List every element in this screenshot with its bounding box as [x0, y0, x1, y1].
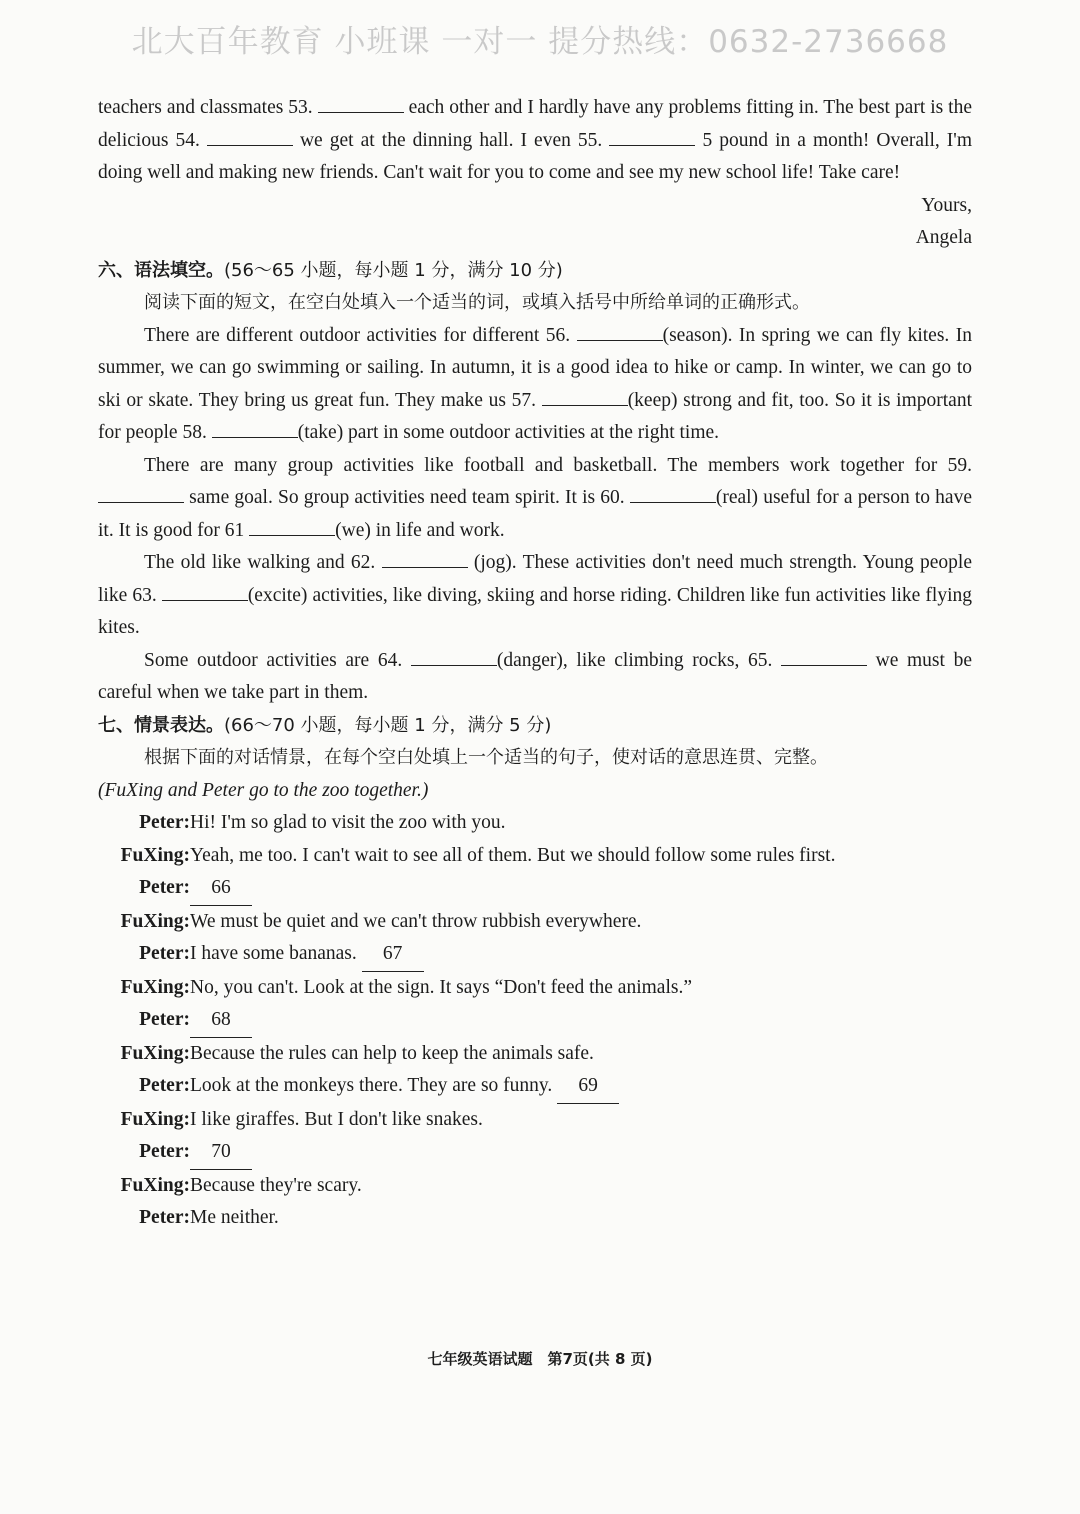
- watermark: 北大百年教育 小班课 一对一 提分热线：0632-2736668: [131, 24, 949, 60]
- page-footer: 七年级英语试题 第7页(共 8 页): [427, 1350, 653, 1368]
- blank-56: [577, 322, 663, 341]
- speaker: Peter:: [139, 1075, 190, 1096]
- dialogue-line: FuXing: Because they're scary.: [98, 1170, 972, 1203]
- speaker: Peter:: [139, 877, 190, 898]
- blank-70: 70: [190, 1136, 252, 1170]
- dialogue-line: [98, 872, 972, 906]
- dialogue: [98, 807, 972, 1235]
- blank-54: [207, 127, 293, 146]
- blank-55: [609, 127, 695, 146]
- dialogue-line: FuXing: Yeah, me too. I can't wait to see all of them. But we should follow some rules first.: [98, 840, 972, 873]
- dialogue-line: Peter: Hi! I'm so glad to visit the zoo with you.: [98, 807, 972, 840]
- dialogue-line: [98, 1004, 972, 1038]
- section-6-heading: 六、语法填空。(56～65 小题，每小题 1 分，满分 10 分): [98, 259, 563, 281]
- grammar-paragraph-3: The old like walking and 62. (jog). These activities don't need much strength. Young people like 63. (excite) activities, like diving, skiing and horse riding. Children like fun activities like flying kites.: [98, 547, 972, 645]
- section-7-instruction: 根据下面的对话情景，在每个空白处填上一个适当的句子，使对话的意思连贯、完整。: [144, 747, 828, 768]
- speaker: FuXing:: [120, 1042, 190, 1064]
- blank-57: [542, 387, 628, 406]
- blank-63: [162, 582, 248, 601]
- speaker: FuXing:: [120, 976, 190, 998]
- speaker: Peter:: [139, 1207, 190, 1228]
- speaker: Peter:: [139, 1009, 190, 1030]
- blank-61: [249, 517, 335, 536]
- dialogue-line: Peter: I have some bananas. 67: [98, 938, 972, 972]
- speaker: FuXing:: [120, 844, 190, 866]
- blank-64: [411, 647, 497, 666]
- section-6-instruction: 阅读下面的短文，在空白处填入一个适当的词，或填入括号中所给单词的正确形式。: [144, 292, 810, 313]
- blank-65: [781, 647, 867, 666]
- grammar-paragraph-1: There are different outdoor activities for different 56. (season). In spring we can fly kites. In summer, we can go swimming or sailing. In autumn, it is a good idea to hike or camp. In winter, we can go to ski or skate. They bring us great fun. They make us 57. (keep) strong and fit, too. So it is important for people 58. (take) part in some outdoor activities at the right time.: [98, 320, 972, 450]
- grammar-paragraph-4: Some outdoor activities are 64. (danger), like climbing rocks, 65. we must be careful when we take part in them.: [98, 645, 972, 710]
- blank-67: 67: [362, 938, 424, 972]
- grammar-paragraph-2: There are many group activities like football and basketball. The members work together for 59. same goal. So group activities need team spirit. It is 60. (real) useful for a person to have it. It is good for 61 (we) in life and work.: [98, 454, 972, 541]
- blank-68: 68: [190, 1004, 252, 1038]
- dialogue-line: Peter: Look at the monkeys there. They are so funny. 69: [98, 1070, 972, 1104]
- blank-66: 66: [190, 872, 252, 906]
- blank-69: 69: [557, 1070, 619, 1104]
- dialogue-line: [98, 1136, 972, 1170]
- exam-page: [98, 92, 972, 1235]
- speaker: Peter:: [139, 943, 190, 964]
- blank-59: [98, 484, 184, 503]
- dialogue-scene: (FuXing and Peter go to the zoo together.): [98, 779, 429, 801]
- letter-signature: Angela: [915, 227, 972, 248]
- letter-paragraph: teachers and classmates 53. each other and I hardly have any problems fitting in. The best part is the delicious 54. we get at the dinning hall. I even 55. 5 pound in a month! Overall, I'm doing well and making new friends. Can't wait for you to come and see my new school life! Take care!: [98, 92, 972, 190]
- section-7-heading: 七、情景表达。(66～70 小题，每小题 1 分，满分 5 分): [98, 714, 552, 736]
- dialogue-line: FuXing: No, you can't. Look at the sign. It says “Don't feed the animals.”: [98, 972, 972, 1005]
- blank-60: [630, 484, 716, 503]
- blank-53: [318, 94, 404, 113]
- speaker: FuXing:: [120, 1108, 190, 1130]
- speaker: FuXing:: [120, 1174, 190, 1196]
- letter-closing: Yours,: [921, 194, 972, 216]
- dialogue-line: FuXing: Because the rules can help to keep the animals safe.: [98, 1038, 972, 1071]
- dialogue-line: FuXing: I like giraffes. But I don't like snakes.: [98, 1104, 972, 1137]
- dialogue-line: Peter: Me neither.: [98, 1202, 972, 1235]
- speaker: FuXing:: [120, 910, 190, 932]
- dialogue-line: FuXing: We must be quiet and we can't throw rubbish everywhere.: [98, 906, 972, 939]
- blank-58: [212, 419, 298, 438]
- speaker: Peter:: [139, 812, 190, 833]
- speaker: Peter:: [139, 1141, 190, 1162]
- blank-62: [382, 549, 468, 568]
